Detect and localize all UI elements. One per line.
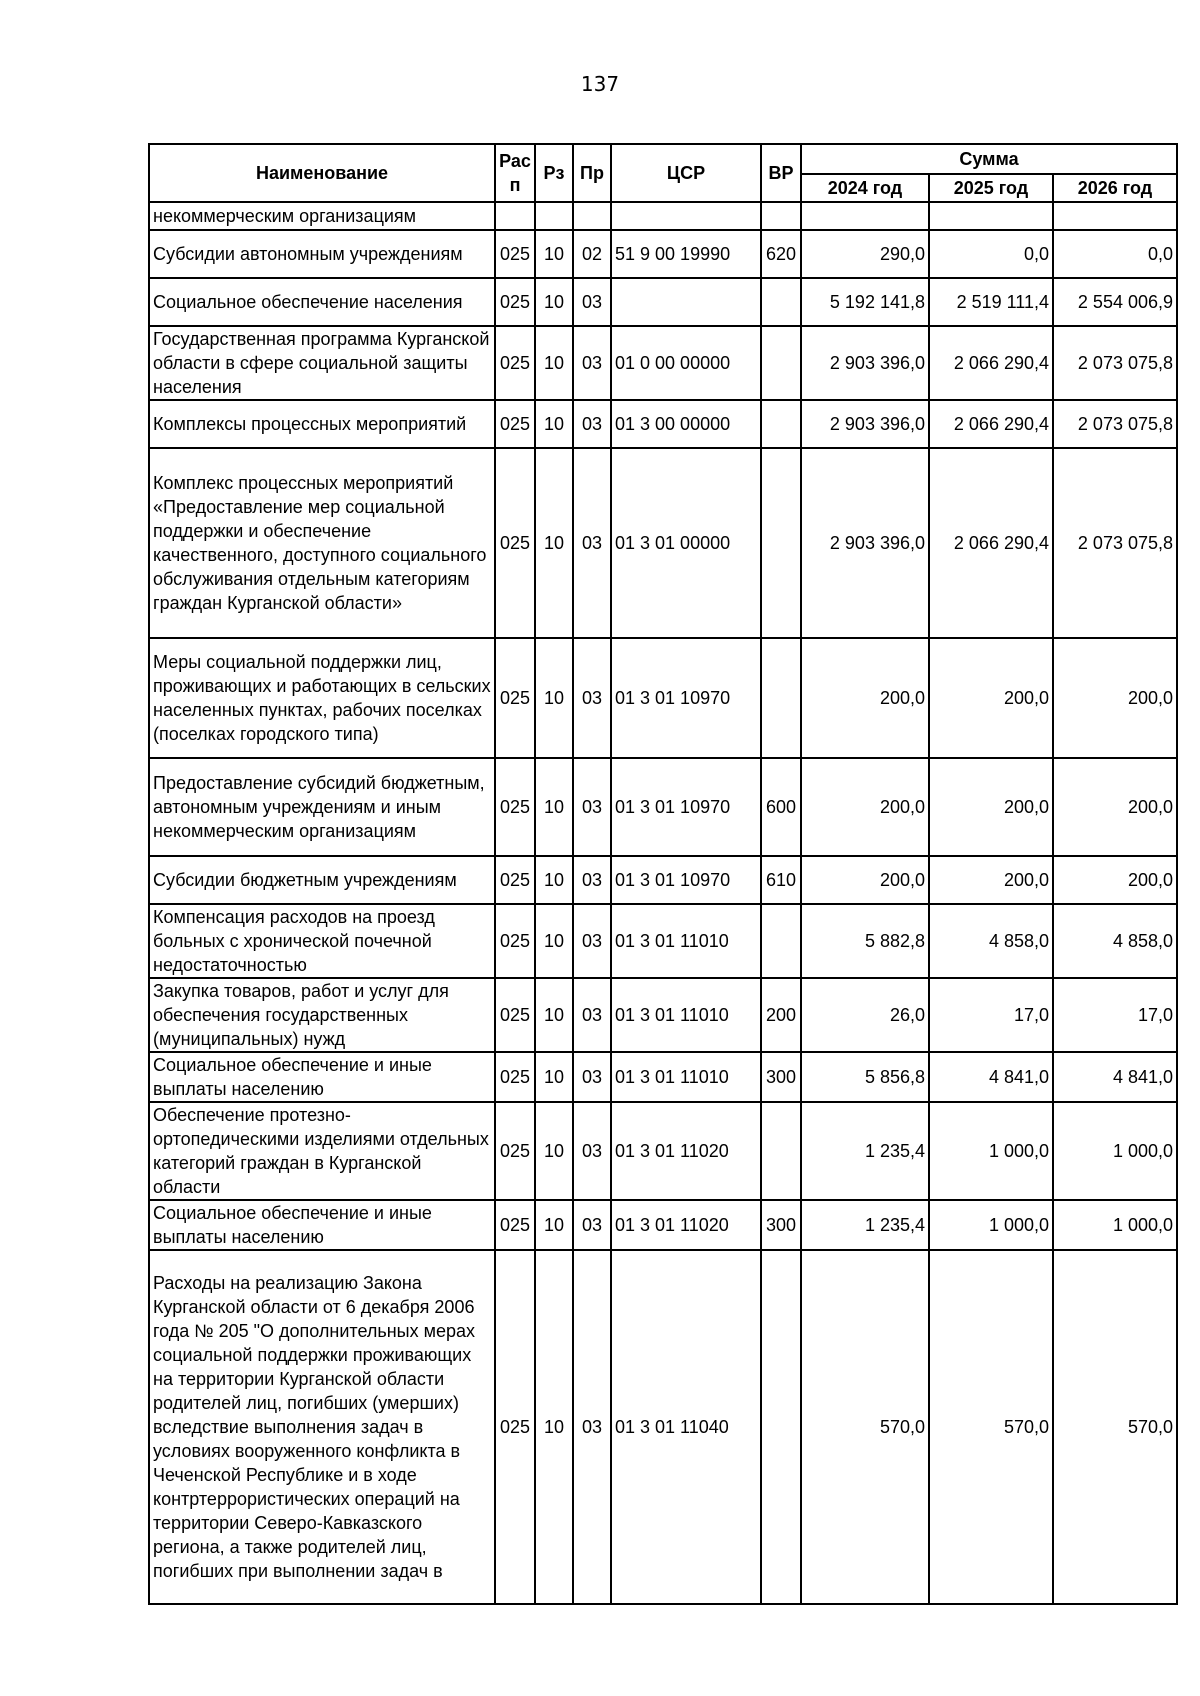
row-sum-2026: 2 554 006,9 [1053, 278, 1177, 326]
header-name: Наименование [149, 144, 495, 202]
row-vr [761, 202, 801, 230]
row-name: Предоставление субсидий бюджетным, автономным учреждениям и иным некоммерческим организациям [149, 758, 495, 856]
row-sum-2026: 2 073 075,8 [1053, 400, 1177, 448]
row-pr [573, 202, 611, 230]
row-sum-2025: 17,0 [929, 978, 1053, 1052]
row-rz: 10 [535, 448, 573, 638]
row-csr: 01 3 01 11010 [611, 1052, 761, 1102]
row-csr: 01 3 01 11020 [611, 1102, 761, 1200]
row-sum-2024: 200,0 [801, 758, 929, 856]
row-sum-2025 [929, 202, 1053, 230]
row-sum-2024: 2 903 396,0 [801, 448, 929, 638]
row-name: Социальное обеспечение населения [149, 278, 495, 326]
row-csr: 01 3 01 00000 [611, 448, 761, 638]
row-rasp: 025 [495, 638, 535, 758]
row-csr: 51 9 00 19990 [611, 230, 761, 278]
table-row [149, 202, 1177, 230]
row-sum-2025: 1 000,0 [929, 1200, 1053, 1250]
row-csr: 01 3 01 11010 [611, 978, 761, 1052]
row-pr: 03 [573, 326, 611, 400]
table-row [149, 1250, 1177, 1604]
row-vr [761, 1250, 801, 1604]
row-csr: 01 3 01 10970 [611, 856, 761, 904]
table-row [149, 856, 1177, 904]
table-row [149, 638, 1177, 758]
row-sum-2024: 5 192 141,8 [801, 278, 929, 326]
row-csr: 01 0 00 00000 [611, 326, 761, 400]
row-sum-2024: 5 882,8 [801, 904, 929, 978]
row-rasp: 025 [495, 904, 535, 978]
row-csr: 01 3 01 11010 [611, 904, 761, 978]
row-vr [761, 1102, 801, 1200]
row-pr: 03 [573, 856, 611, 904]
row-rasp: 025 [495, 978, 535, 1052]
row-sum-2025: 4 841,0 [929, 1052, 1053, 1102]
table-row [149, 400, 1177, 448]
row-rz: 10 [535, 278, 573, 326]
header-2024: 2024 год [801, 174, 929, 202]
row-vr: 300 [761, 1200, 801, 1250]
row-sum-2026: 200,0 [1053, 856, 1177, 904]
row-sum-2025: 2 066 290,4 [929, 326, 1053, 400]
row-rz: 10 [535, 904, 573, 978]
row-vr [761, 278, 801, 326]
row-vr [761, 326, 801, 400]
row-rz: 10 [535, 230, 573, 278]
row-vr: 300 [761, 1052, 801, 1102]
header-2025: 2025 год [929, 174, 1053, 202]
row-pr: 03 [573, 400, 611, 448]
row-pr: 03 [573, 638, 611, 758]
header-rz: Рз [535, 144, 573, 202]
row-sum-2026: 200,0 [1053, 638, 1177, 758]
row-sum-2024: 26,0 [801, 978, 929, 1052]
row-rasp: 025 [495, 856, 535, 904]
row-rz: 10 [535, 400, 573, 448]
row-rasp: 025 [495, 326, 535, 400]
row-csr: 01 3 01 11020 [611, 1200, 761, 1250]
row-rz: 10 [535, 1102, 573, 1200]
row-name: Обеспечение протезно-ортопедическими изделиями отдельных категорий граждан в Курганской области [149, 1102, 495, 1200]
row-pr: 03 [573, 1052, 611, 1102]
header-rasp: Рас п [495, 144, 535, 202]
row-name: Закупка товаров, работ и услуг для обеспечения государственных (муниципальных) нужд [149, 978, 495, 1052]
row-rasp: 025 [495, 400, 535, 448]
table-row [149, 448, 1177, 638]
row-sum-2025: 2 519 111,4 [929, 278, 1053, 326]
row-name: Меры социальной поддержки лиц, проживающих и работающих в сельских населенных пунктах, рабочих поселках (поселках городского типа) [149, 638, 495, 758]
row-vr: 620 [761, 230, 801, 278]
row-vr [761, 904, 801, 978]
table-row [149, 978, 1177, 1052]
row-sum-2026: 17,0 [1053, 978, 1177, 1052]
row-sum-2026: 2 073 075,8 [1053, 326, 1177, 400]
row-sum-2025: 2 066 290,4 [929, 400, 1053, 448]
table-row [149, 904, 1177, 978]
row-csr: 01 3 01 11040 [611, 1250, 761, 1604]
row-rasp: 025 [495, 1052, 535, 1102]
row-name: Субсидии бюджетным учреждениям [149, 856, 495, 904]
row-sum-2024: 200,0 [801, 856, 929, 904]
row-csr [611, 278, 761, 326]
row-sum-2025: 1 000,0 [929, 1102, 1053, 1200]
row-rz: 10 [535, 978, 573, 1052]
table-row [149, 278, 1177, 326]
row-rz: 10 [535, 856, 573, 904]
table-row [149, 1102, 1177, 1200]
row-rasp: 025 [495, 1200, 535, 1250]
row-sum-2025: 200,0 [929, 758, 1053, 856]
row-rasp: 025 [495, 230, 535, 278]
row-pr: 03 [573, 448, 611, 638]
row-sum-2026: 570,0 [1053, 1250, 1177, 1604]
row-sum-2026: 1 000,0 [1053, 1200, 1177, 1250]
row-rz: 10 [535, 758, 573, 856]
row-pr: 03 [573, 1250, 611, 1604]
row-rz: 10 [535, 1200, 573, 1250]
row-rz: 10 [535, 638, 573, 758]
row-sum-2024: 570,0 [801, 1250, 929, 1604]
row-rz [535, 202, 573, 230]
row-sum-2026: 4 858,0 [1053, 904, 1177, 978]
row-name: Расходы на реализацию Закона Курганской области от 6 декабря 2006 года № 205 "О дополнительных мерах социальной поддержки проживающих на территории Курганской области родителей лиц, погибших (умерших) вследствие выполнения задач в условиях вооруженного конфликта в Чеченской Республике и в ходе контртеррористических операций на территории Северо-Кавказского региона, а также родителей лиц, погибших при выполнении задач в [149, 1250, 495, 1604]
row-name: Компенсация расходов на проезд больных с хронической почечной недостаточностью [149, 904, 495, 978]
row-rasp: 025 [495, 1250, 535, 1604]
row-pr: 03 [573, 278, 611, 326]
row-vr: 610 [761, 856, 801, 904]
table-body [149, 202, 1177, 1604]
row-sum-2024: 5 856,8 [801, 1052, 929, 1102]
header-2026: 2026 год [1053, 174, 1177, 202]
row-csr: 01 3 01 10970 [611, 758, 761, 856]
row-name: Комплексы процессных мероприятий [149, 400, 495, 448]
table-row [149, 230, 1177, 278]
row-rz: 10 [535, 1052, 573, 1102]
table-row [149, 758, 1177, 856]
row-rasp: 025 [495, 448, 535, 638]
row-rasp [495, 202, 535, 230]
row-sum-2025: 570,0 [929, 1250, 1053, 1604]
row-sum-2025: 0,0 [929, 230, 1053, 278]
table-row [149, 1052, 1177, 1102]
row-vr [761, 400, 801, 448]
row-sum-2024: 200,0 [801, 638, 929, 758]
row-sum-2026: 0,0 [1053, 230, 1177, 278]
row-pr: 03 [573, 1102, 611, 1200]
row-sum-2025: 200,0 [929, 638, 1053, 758]
row-sum-2025: 4 858,0 [929, 904, 1053, 978]
row-csr [611, 202, 761, 230]
table-row [149, 326, 1177, 400]
row-rasp: 025 [495, 758, 535, 856]
row-sum-2024: 1 235,4 [801, 1102, 929, 1200]
row-pr: 03 [573, 758, 611, 856]
row-vr: 600 [761, 758, 801, 856]
row-sum-2024: 2 903 396,0 [801, 400, 929, 448]
table-row [149, 1200, 1177, 1250]
row-pr: 03 [573, 904, 611, 978]
row-sum-2024: 2 903 396,0 [801, 326, 929, 400]
header-sum: Сумма [801, 144, 1177, 174]
row-csr: 01 3 00 00000 [611, 400, 761, 448]
row-rasp: 025 [495, 1102, 535, 1200]
row-pr: 02 [573, 230, 611, 278]
row-name: Комплекс процессных мероприятий «Предоставление мер социальной поддержки и обеспечение качественного, доступного социального обслуживания отдельным категориям граждан Курганской области» [149, 448, 495, 638]
header-row [149, 144, 1177, 174]
header-pr: Пр [573, 144, 611, 202]
page-number: 137 [580, 72, 620, 96]
header-csr: ЦСР [611, 144, 761, 202]
row-vr: 200 [761, 978, 801, 1052]
row-rz: 10 [535, 1250, 573, 1604]
row-csr: 01 3 01 10970 [611, 638, 761, 758]
row-name: Субсидии автономным учреждениям [149, 230, 495, 278]
row-sum-2026: 1 000,0 [1053, 1102, 1177, 1200]
header-vr: ВР [761, 144, 801, 202]
row-sum-2024 [801, 202, 929, 230]
row-sum-2025: 2 066 290,4 [929, 448, 1053, 638]
row-sum-2025: 200,0 [929, 856, 1053, 904]
row-rasp: 025 [495, 278, 535, 326]
row-sum-2026: 4 841,0 [1053, 1052, 1177, 1102]
row-vr [761, 448, 801, 638]
row-sum-2024: 1 235,4 [801, 1200, 929, 1250]
row-name: Социальное обеспечение и иные выплаты населению [149, 1052, 495, 1102]
row-name: Государственная программа Курганской области в сфере социальной защиты населения [149, 326, 495, 400]
row-pr: 03 [573, 978, 611, 1052]
row-sum-2026 [1053, 202, 1177, 230]
row-name: Социальное обеспечение и иные выплаты населению [149, 1200, 495, 1250]
budget-table [148, 143, 1178, 1605]
row-sum-2026: 2 073 075,8 [1053, 448, 1177, 638]
row-sum-2024: 290,0 [801, 230, 929, 278]
row-sum-2026: 200,0 [1053, 758, 1177, 856]
row-name: некоммерческим организациям [149, 202, 495, 230]
row-pr: 03 [573, 1200, 611, 1250]
row-vr [761, 638, 801, 758]
row-rz: 10 [535, 326, 573, 400]
